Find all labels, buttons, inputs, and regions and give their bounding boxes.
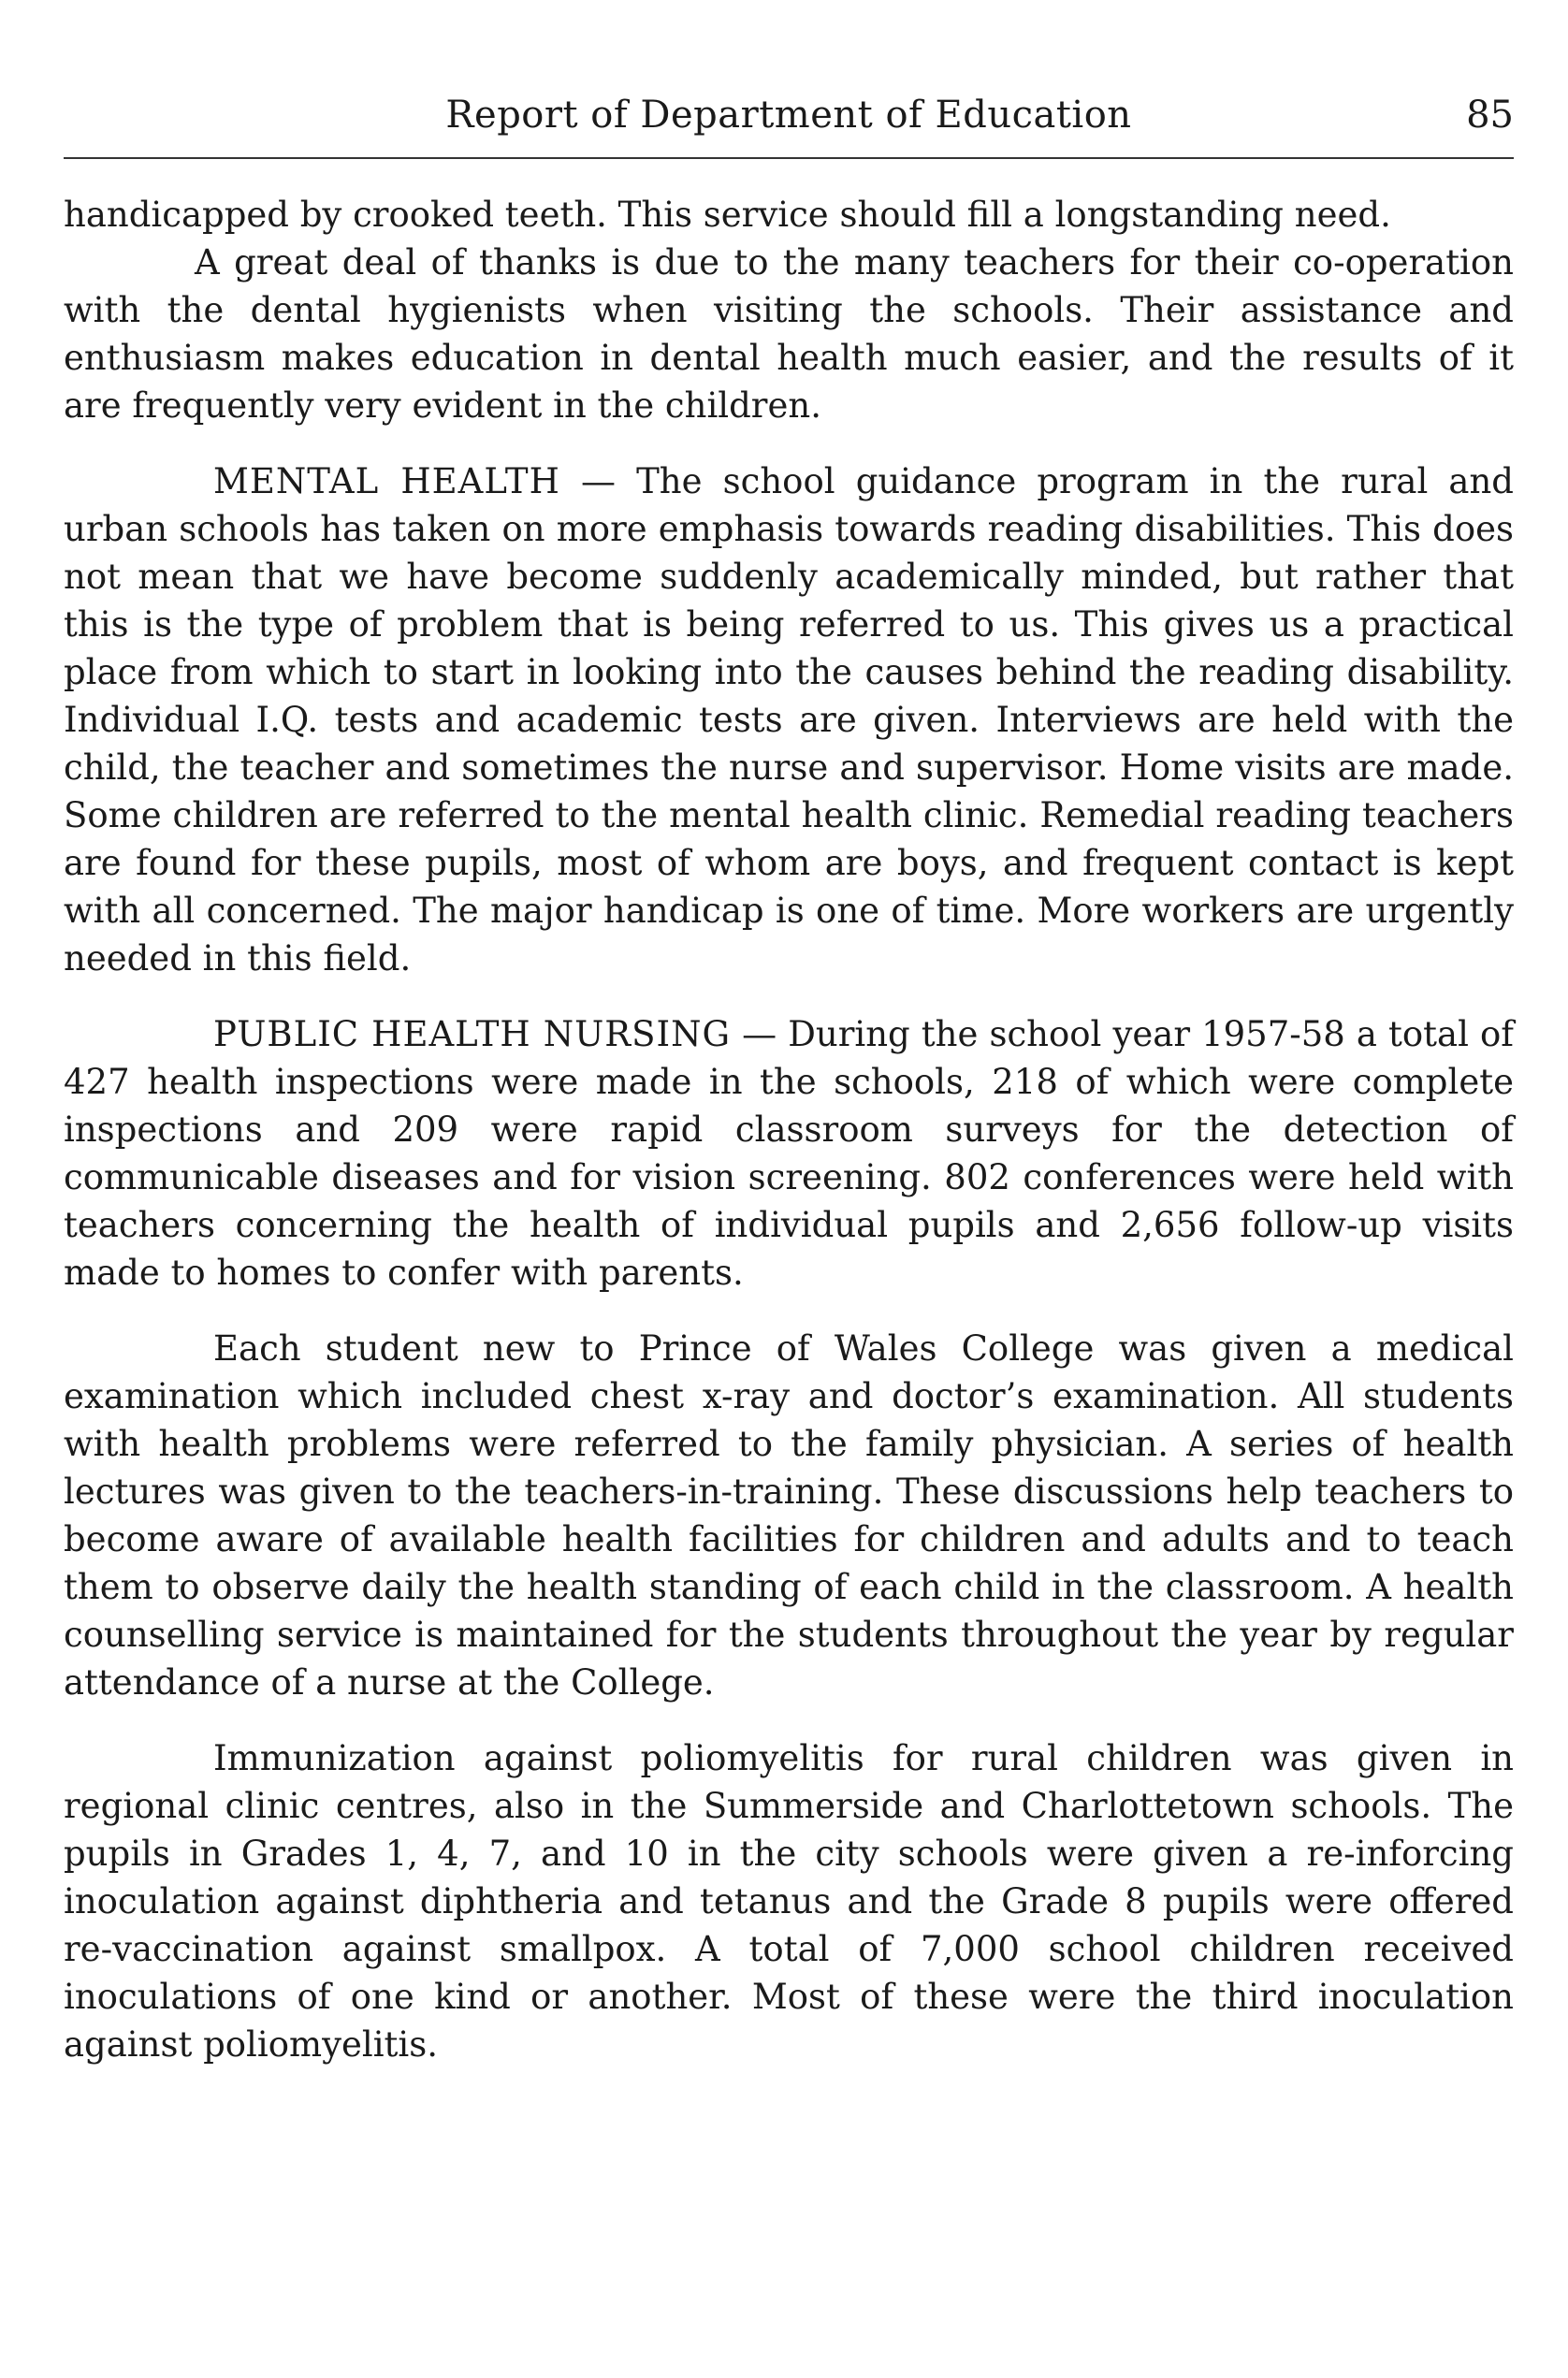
paragraph-continuation: handicapped by crooked teeth. This service should fill a longstanding need. — [64, 195, 1391, 235]
body-text — [64, 191, 1514, 2068]
paragraph-public-health-nursing — [64, 1010, 1514, 1297]
paragraph-college-examination: Each student new to Prince of Wales College was given a medical examination which included chest x-ray and doctor’s examination. All students with health problems were referred to the family physician. A series of health lectures was given to the teachers-in-training. These discussions help teachers to become aware of available health facilities for children and adults and to teach them to observe daily the health standing of each child in the classroom. A health counselling service is maintained for the students throughout the year by regular attendance of a nurse at the College. — [64, 1328, 1514, 1703]
section-heading-public-health-nursing: PUBLIC HEALTH NURSING — [213, 1014, 732, 1054]
mental-health-text: — The school guidance program in the rural and urban schools has taken on more emphasis towards reading disabilities. This does not mean that we have become suddenly academically minded, but rather that this is the type of problem that is being referred to us. This gives us a practical place from which to start in looking into the causes behind the reading disability. Individual I.Q. tests and academic tests are given. Interviews are held with the child, the teacher and sometimes the nurse and supervisor. Home visits are made. Some children are referred to the mental health clinic. Remedial reading teachers are found for these pupils, most of whom are boys, and frequent contact is kept with all concerned. The major handicap is one of time. More workers are urgently needed in this field. — [64, 461, 1514, 979]
header-rule — [64, 157, 1514, 159]
paragraph-immunization: Immunization against poliomyelitis for rural children was given in regional clinic centres, also in the Summerside and Charlottetown schools. The pupils in Grades 1, 4, 7, and 10 in the city schools were given a re-inforcing inoculation against diphtheria and tetanus and the Grade 8 pupils were offered re-vaccination against smallpox. A total of 7,000 school children received inoculations of one kind or another. Most of these were the third inoculation against poliomyelitis. — [64, 1738, 1514, 2065]
page-number: 85 — [1466, 94, 1514, 137]
public-health-nursing-text: — During the school year 1957-58 a total of 427 health inspections were made in the schools, 218 of which were complete inspections and 209 were rapid classroom surveys for the detection of communicable diseases and for vision screening. 802 conferences were held with teachers concerning the health of individual pupils and 2,656 follow-up visits made to homes to confer with parents. — [64, 1014, 1514, 1293]
paragraph-thanks: A great deal of thanks is due to the many teachers for their co-operation with the dental hygienists when visiting the schools. Their assistance and enthusiasm makes education in dental health much easier, and the results of it are frequently very evident in the children. — [64, 242, 1514, 426]
running-header — [64, 94, 1514, 153]
document-page — [64, 94, 1514, 2068]
section-heading-mental-health: MENTAL HEALTH — [213, 461, 560, 501]
paragraph-mental-health — [64, 457, 1514, 982]
header-title: Report of Department of Education — [445, 94, 1132, 137]
